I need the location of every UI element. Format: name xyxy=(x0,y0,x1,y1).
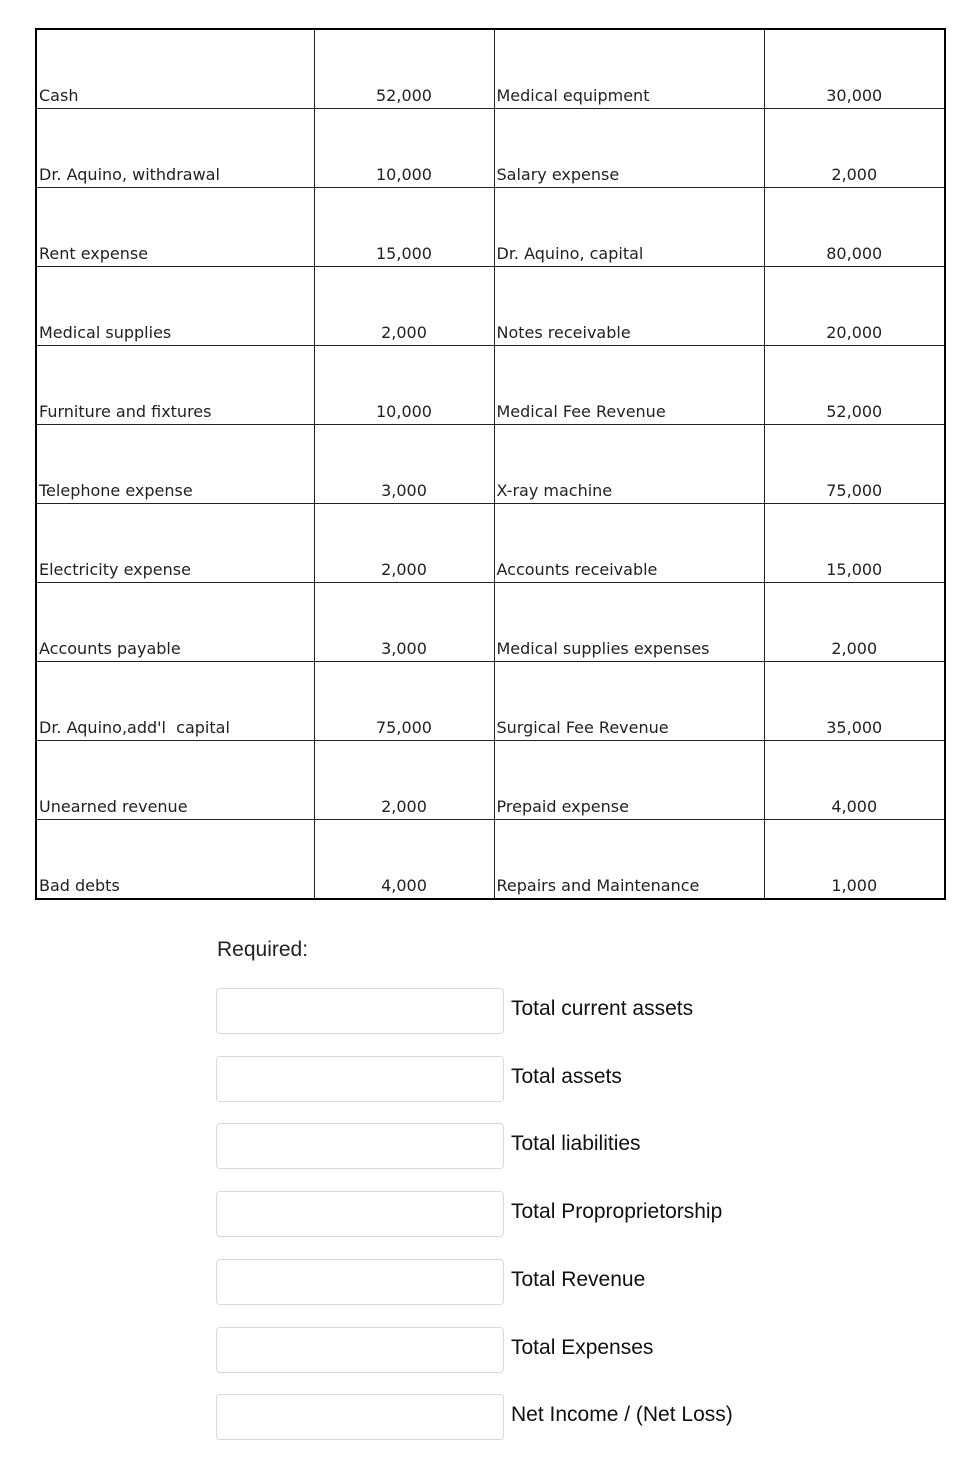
table-row xyxy=(36,820,945,900)
table-row xyxy=(36,662,945,741)
account-name-cell: Telephone expense xyxy=(36,425,314,504)
required-heading: Required: xyxy=(217,938,309,961)
account-name-cell: Notes receivable xyxy=(494,267,764,346)
table-row xyxy=(36,425,945,504)
total-revenue-input[interactable] xyxy=(216,1259,504,1305)
account-amount-cell: 4,000 xyxy=(764,741,945,820)
table-row xyxy=(36,109,945,188)
account-name-cell: Medical supplies expenses xyxy=(494,583,764,662)
table-row xyxy=(36,504,945,583)
total-assets-label: Total assets xyxy=(511,1065,622,1088)
account-amount-cell: 20,000 xyxy=(764,267,945,346)
account-name-cell: Accounts payable xyxy=(36,583,314,662)
total-liabilities-label: Total liabilities xyxy=(511,1132,641,1155)
account-name-cell: Dr. Aquino, withdrawal xyxy=(36,109,314,188)
account-amount-cell: 2,000 xyxy=(314,267,494,346)
account-amount-cell: 10,000 xyxy=(314,346,494,425)
account-amount-cell: 75,000 xyxy=(314,662,494,741)
account-amount-cell: 2,000 xyxy=(314,504,494,583)
total-proprietorship-label: Total Proproprietorship xyxy=(511,1200,723,1223)
account-amount-cell: 52,000 xyxy=(314,29,494,109)
table-row xyxy=(36,29,945,109)
account-amount-cell: 30,000 xyxy=(764,29,945,109)
account-amount-cell: 2,000 xyxy=(314,741,494,820)
account-amount-cell: 35,000 xyxy=(764,662,945,741)
table-row xyxy=(36,267,945,346)
account-amount-cell: 10,000 xyxy=(314,109,494,188)
account-name-cell: Dr. Aquino,add'l capital xyxy=(36,662,314,741)
total-proprietorship-input[interactable] xyxy=(216,1191,504,1237)
account-amount-cell: 3,000 xyxy=(314,583,494,662)
total-current-assets-label: Total current assets xyxy=(511,997,694,1020)
account-name-cell: X-ray machine xyxy=(494,425,764,504)
account-name-cell: Prepaid expense xyxy=(494,741,764,820)
account-amount-cell: 15,000 xyxy=(764,504,945,583)
net-income-label: Net Income / (Net Loss) xyxy=(511,1403,733,1426)
account-name-cell: Electricity expense xyxy=(36,504,314,583)
total-liabilities-input[interactable] xyxy=(216,1123,504,1169)
total-expenses-input[interactable] xyxy=(216,1327,504,1373)
account-name-cell: Rent expense xyxy=(36,188,314,267)
account-name-cell: Medical Fee Revenue xyxy=(494,346,764,425)
account-name-cell: Medical equipment xyxy=(494,29,764,109)
account-name-cell: Medical supplies xyxy=(36,267,314,346)
account-name-cell: Repairs and Maintenance xyxy=(494,820,764,900)
accounts-table xyxy=(35,28,946,900)
account-name-cell: Salary expense xyxy=(494,109,764,188)
account-name-cell: Bad debts xyxy=(36,820,314,900)
account-amount-cell: 2,000 xyxy=(764,583,945,662)
account-amount-cell: 52,000 xyxy=(764,346,945,425)
account-amount-cell: 2,000 xyxy=(764,109,945,188)
account-name-cell: Unearned revenue xyxy=(36,741,314,820)
account-amount-cell: 15,000 xyxy=(314,188,494,267)
account-name-cell: Dr. Aquino, capital xyxy=(494,188,764,267)
account-amount-cell: 1,000 xyxy=(764,820,945,900)
net-income-input[interactable] xyxy=(216,1394,504,1440)
account-name-cell: Accounts receivable xyxy=(494,504,764,583)
account-amount-cell: 80,000 xyxy=(764,188,945,267)
table-row xyxy=(36,741,945,820)
total-revenue-label: Total Revenue xyxy=(511,1268,646,1291)
total-current-assets-input[interactable] xyxy=(216,988,504,1034)
account-amount-cell: 4,000 xyxy=(314,820,494,900)
total-assets-input[interactable] xyxy=(216,1056,504,1102)
account-amount-cell: 75,000 xyxy=(764,425,945,504)
table-row xyxy=(36,583,945,662)
total-expenses-label: Total Expenses xyxy=(511,1336,654,1359)
table-row xyxy=(36,346,945,425)
account-name-cell: Cash xyxy=(36,29,314,109)
account-amount-cell: 3,000 xyxy=(314,425,494,504)
table-row xyxy=(36,188,945,267)
account-name-cell: Furniture and fixtures xyxy=(36,346,314,425)
account-name-cell: Surgical Fee Revenue xyxy=(494,662,764,741)
